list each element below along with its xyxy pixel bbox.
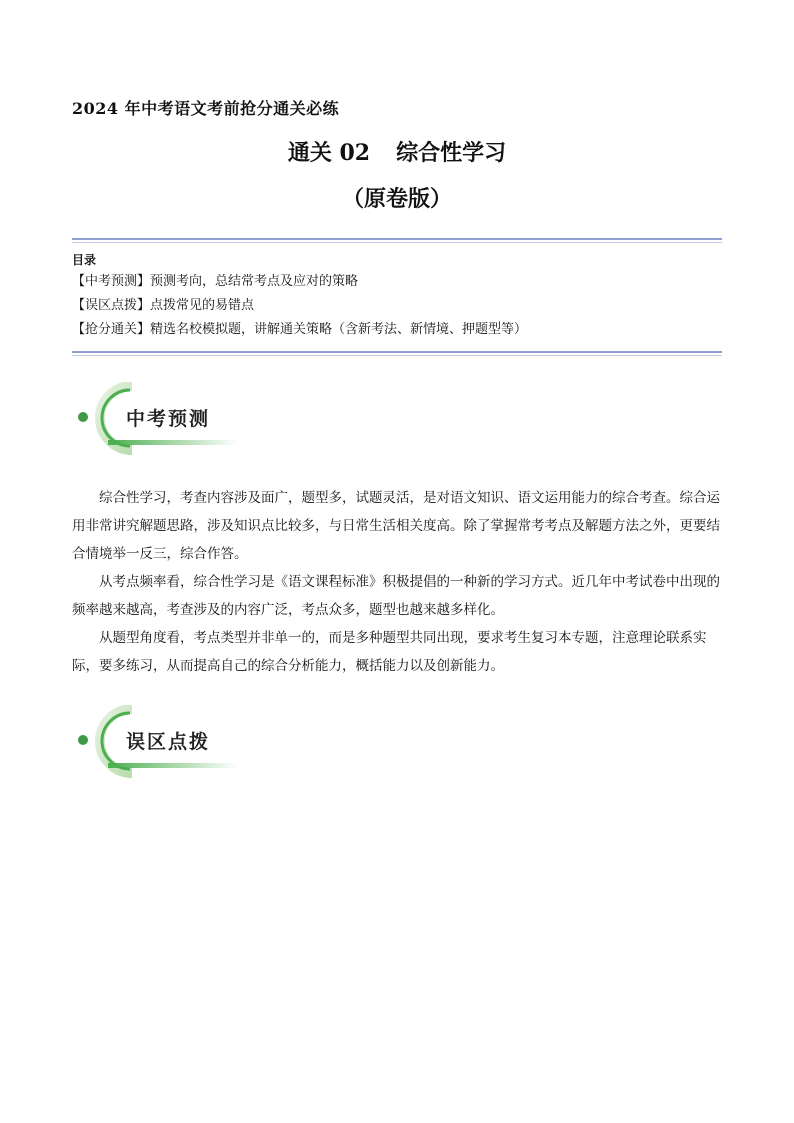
toc-bottom-rule (72, 351, 722, 356)
paragraph: 从题型角度看，考点类型并非单一的，而是多种题型共同出现，要求考生复习本专题，注意理论联系实际，要多练习，从而提高自己的综合分析能力，概括能力以及创新能力。 (72, 630, 707, 674)
toc-item-text: 点拨常见的易错点 (150, 298, 255, 313)
toc-top-rule (72, 238, 722, 243)
toc-item-text: 精选名校模拟题，讲解通关策略（含新考法、新情境、押题型等） (150, 322, 528, 337)
section-header-pitfalls (72, 705, 242, 785)
section-label: 中考预测 (126, 408, 211, 430)
toc-heading: 目录 (72, 253, 97, 267)
forecast-body (72, 484, 732, 680)
toc-item-tag: 【中考预测】 (72, 274, 151, 289)
toc-item (72, 270, 722, 294)
table-of-contents (72, 250, 722, 342)
toc-item (72, 294, 722, 318)
paragraph: 从考点频率看，综合性学习是《语文课程标准》积极提倡的一种新的学习方式。近几年中考试卷中出现的频率越来越高，考查涉及的内容广泛，考点众多，题型也越来越多样化。 (72, 574, 720, 618)
edition-subtitle: （原卷版） (341, 186, 452, 212)
toc-item (72, 318, 722, 342)
section-header-forecast (72, 382, 242, 462)
toc-item-text: 预测考向，总结常考点及应对的策略 (150, 274, 359, 289)
title-number: 通关 02 (287, 140, 371, 166)
section-label: 误区点拨 (126, 731, 211, 753)
toc-item-tag: 【抢分通关】 (72, 322, 151, 337)
series-title: 2024 年中考语文考前抢分通关必练 (72, 99, 340, 118)
paragraph: 综合性学习，考查内容涉及面广，题型多，试题灵活，是对语文知识、语文运用能力的综合考查。综合运用非常讲究解题思路，涉及知识点比较多，与日常生活相关度高。除了掌握常考考点及解题方法之外，更要结合情境举一反三，综合作答。 (72, 490, 720, 562)
page-title (0, 136, 794, 167)
title-topic: 综合性学习 (396, 140, 507, 166)
toc-item-tag: 【误区点拨】 (72, 298, 151, 313)
